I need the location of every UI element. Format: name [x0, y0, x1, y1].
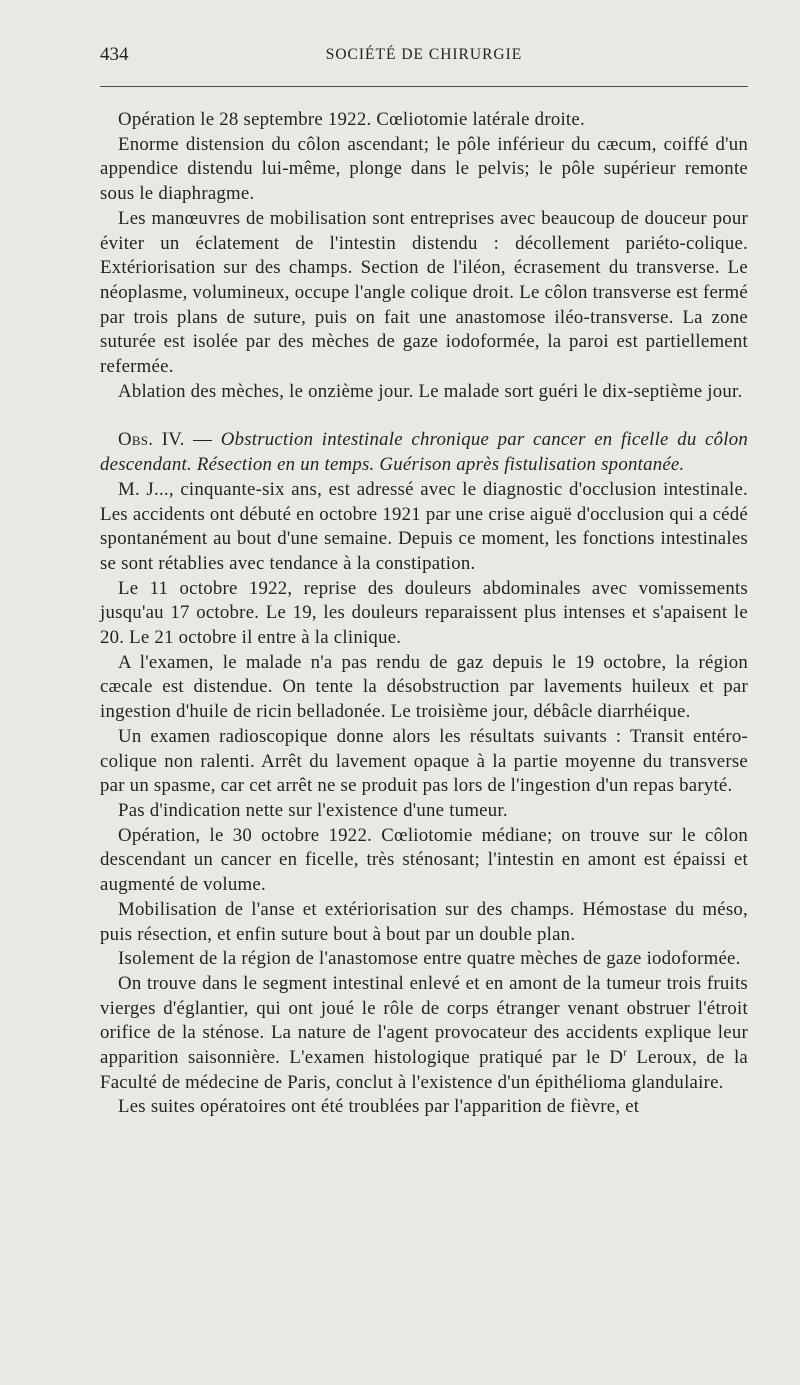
paragraph: Opération le 28 septembre 1922. Cœliotomie latérale droite.: [118, 109, 585, 130]
observation-title: Obstruction intestinale chronique par cancer en ficelle du côlon descendant. Résection en un temps. Guérison après fistulisation spontanée.: [100, 429, 749, 476]
paragraph: Isolement de la région de l'anastomose entre quatre mèches de gaze iodoformée.: [118, 948, 741, 970]
observation-label: Obs. IV.: [118, 429, 185, 451]
paragraph: A l'examen, le malade n'a pas rendu de gaz depuis le 19 octobre, la région cæcale est distendue. On tente la désobstruction par lavements huileux et par ingestion d'huile de ricin belladonée. Le troisième jour, débâcle diarrhéique.: [100, 651, 748, 723]
paragraph: Les suites opératoires ont été troublées par l'apparition de fièvre, et: [118, 1096, 640, 1118]
superscript: r: [623, 1046, 628, 1059]
text-segment: Leroux, de la Faculté de médecine de Paris, conclut à l'existence d'un épithélioma glandulaire.: [100, 1047, 748, 1093]
paragraph: Le 11 octobre 1922, reprise des douleurs abdominales avec vomissements jusqu'au 17 octobre. Le 19, les douleurs reparaissent plus intenses et s'apaisent le 20. Le 21 octobre il entre à la clinique.: [100, 577, 748, 649]
paragraph: M. J..., cinquante-six ans, est adressé avec le diagnostic d'occlusion intestinale. Les accidents ont débuté en octobre 1921 par une crise aiguë d'occlusion qui a cédé spontanément au bout d'une semaine. Depuis ce moment, les fonctions intestinales se sont rétablies avec tendance à la constipation.: [100, 478, 748, 574]
page-number: 434: [100, 44, 129, 65]
running-title: SOCIÉTÉ DE CHIRURGIE: [325, 46, 523, 63]
body-text: [100, 108, 748, 1120]
paragraph: Enorme distension du côlon ascendant; le pôle inférieur du cæcum, coiffé d'un appendice distendu lui-même, plonge dans le pelvis; le pôle supérieur remonte sous le diaphragme.: [100, 133, 748, 205]
header-rule: [100, 86, 748, 87]
paragraph: Les manœuvres de mobilisation sont entreprises avec beaucoup de douceur pour éviter un éclatement de l'intestin distendu : décollement pariéto-colique. Extériorisation sur des champs. Section de l'iléon, écrasement du transverse. Le néoplasme, volumineux, occupe l'angle colique droit. Le côlon transverse est fermé par trois plans de suture, puis on fait une anastomose iléo-transverse. La zone suturée est isolée par des mèches de gaze iodoformée, la paroi est partiellement refermée.: [100, 207, 748, 378]
paragraph: Un examen radioscopique donne alors les résultats suivants : Transit entéro-colique non ralenti. Arrêt du lavement opaque à la partie moyenne du transverse par un spasme, car cet arrêt ne se produit pas lors de l'ingestion d'un repas baryté.: [100, 725, 748, 797]
paragraph: Pas d'indication nette sur l'existence d'une tumeur.: [118, 799, 508, 821]
paragraph: Ablation des mèches, le onzième jour. Le malade sort guéri le dix-septième jour.: [118, 380, 743, 402]
text-segment: On trouve dans le segment intestinal enlevé et en amont de la tumeur trois fruits vierges d'églantier, qui ont joué le rôle de corps étranger venant obstruer l'étroit orifice de la sténose. La nature de l'agent provocateur des accidents explique leur apparition saisonnière. L'examen histologique pratiqué par le D: [100, 972, 748, 1069]
paragraph: Opération, le 30 octobre 1922. Cœliotomie médiane; on trouve sur le côlon descendant un cancer en ficelle, très sténosant; l'intestin en amont est épaissi et augmenté de volume.: [100, 824, 748, 896]
paragraph: [100, 972, 748, 1096]
observation-heading: [100, 428, 748, 477]
observation-dash: —: [184, 429, 221, 451]
paragraph: Mobilisation de l'anse et extériorisation sur des champs. Hémostase du méso, puis résection, et enfin suture bout à bout par un double plan.: [100, 898, 748, 945]
page-header: [100, 44, 748, 74]
